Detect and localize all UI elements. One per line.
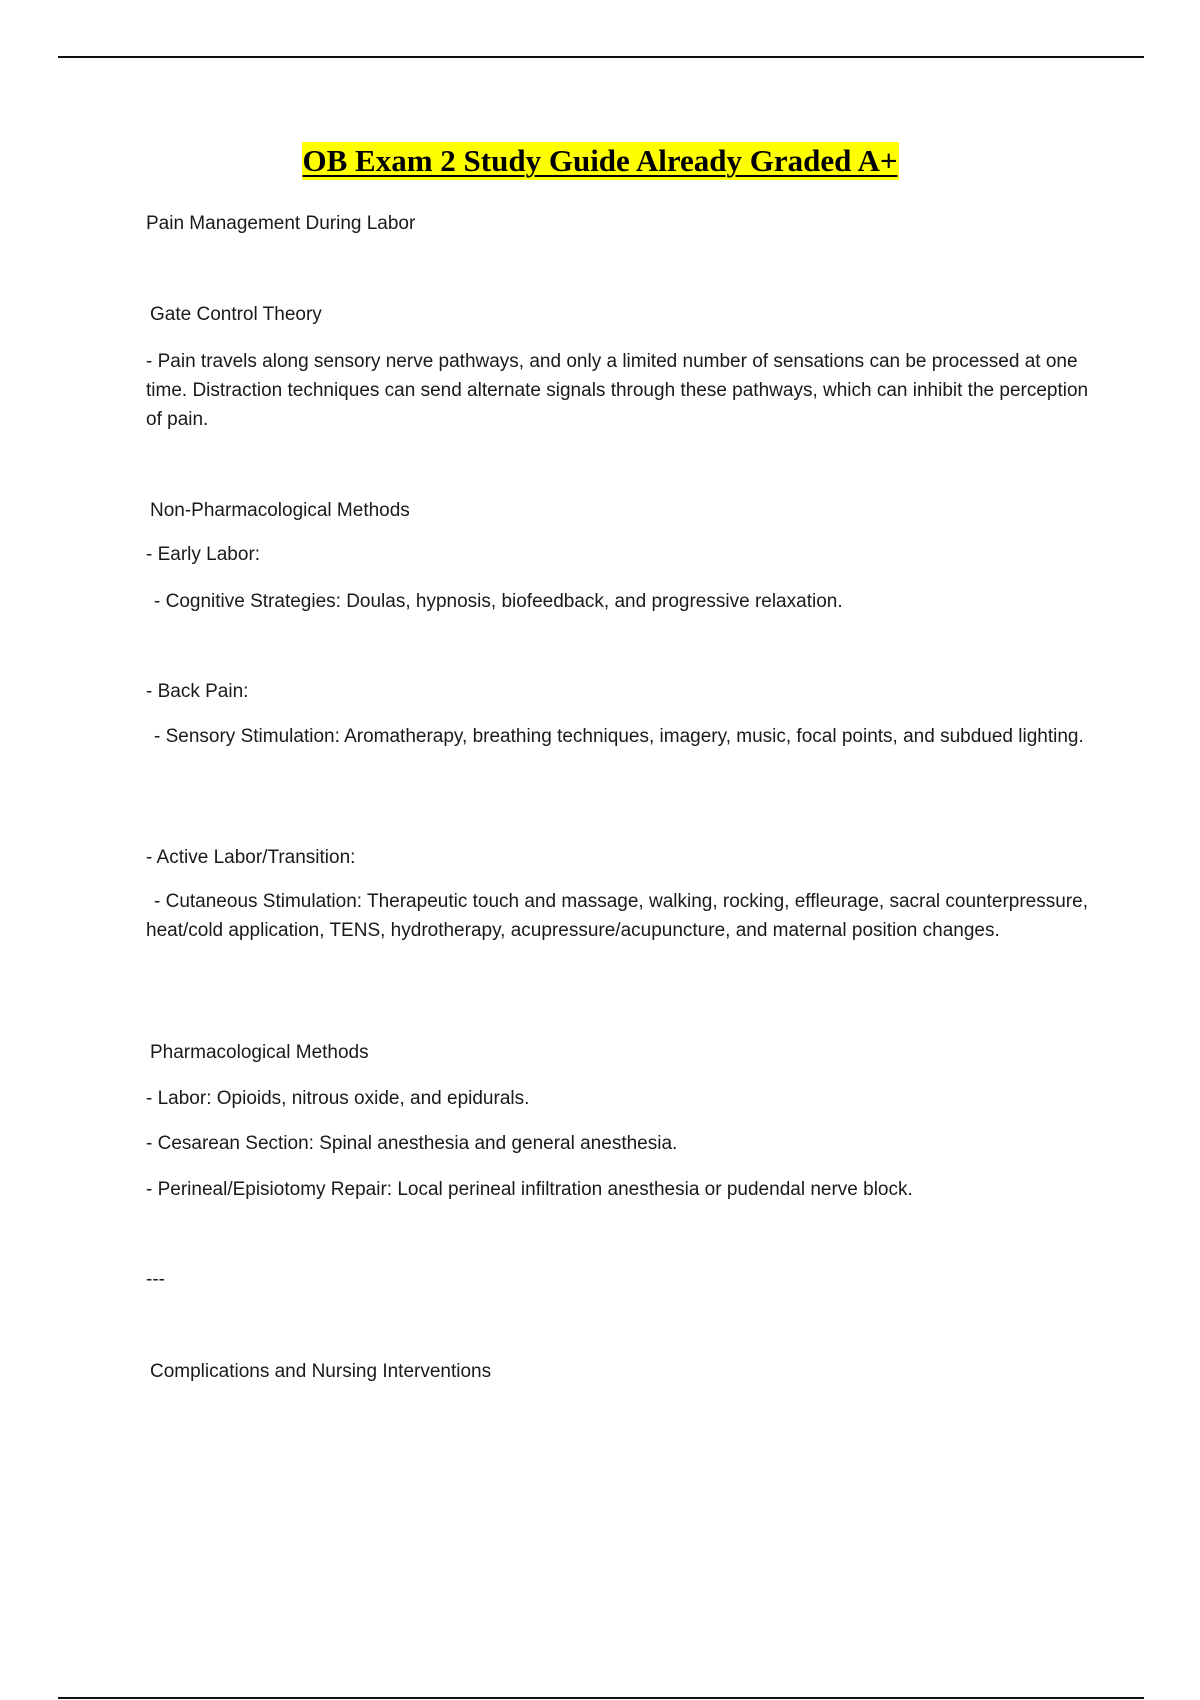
bottom-rule <box>58 1697 1144 1699</box>
document-title: OB Exam 2 Study Guide Already Graded A+ <box>302 143 898 178</box>
pharm-perineal-text: - Perineal/Episiotomy Repair: Local perineal infiltration anesthesia or pudendal nerve block. <box>146 1179 913 1200</box>
back-pain-label: - Back Pain: <box>146 681 249 702</box>
gate-control-text: - Pain travels along sensory nerve pathways, and only a limited number of sensations can be processed at one time. Distraction techniques can send alternate signals through these pathways, which can inhibit the perception of pain. <box>146 351 1089 430</box>
title-container <box>0 142 1200 180</box>
pharm-cesarean-text: - Cesarean Section: Spinal anesthesia and general anesthesia. <box>146 1133 678 1154</box>
section-title: Pain Management During Labor <box>146 213 416 234</box>
pharm-labor-text: - Labor: Opioids, nitrous oxide, and epidurals. <box>146 1088 530 1109</box>
top-rule <box>58 56 1144 58</box>
cutaneous-stimulation-text: - Cutaneous Stimulation: Therapeutic touch and massage, walking, rocking, effleurage, sacral counterpressure, heat/cold application, TENS, hydrotherapy, acupressure/acupuncture, and maternal position changes. <box>146 891 1088 941</box>
sensory-stimulation-text: - Sensory Stimulation: Aromatherapy, breathing techniques, imagery, music, focal points, and subdued lighting. <box>154 726 1084 747</box>
gate-control-heading: Gate Control Theory <box>150 304 322 325</box>
cognitive-strategies-text: - Cognitive Strategies: Doulas, hypnosis, biofeedback, and progressive relaxation. <box>154 591 843 612</box>
complications-heading: Complications and Nursing Interventions <box>150 1361 492 1382</box>
active-labor-label: - Active Labor/Transition: <box>146 847 356 868</box>
pharm-heading: Pharmacological Methods <box>150 1042 369 1063</box>
section-separator: --- <box>146 1269 165 1290</box>
non-pharm-heading: Non-Pharmacological Methods <box>150 500 410 521</box>
early-labor-label: - Early Labor: <box>146 544 261 565</box>
